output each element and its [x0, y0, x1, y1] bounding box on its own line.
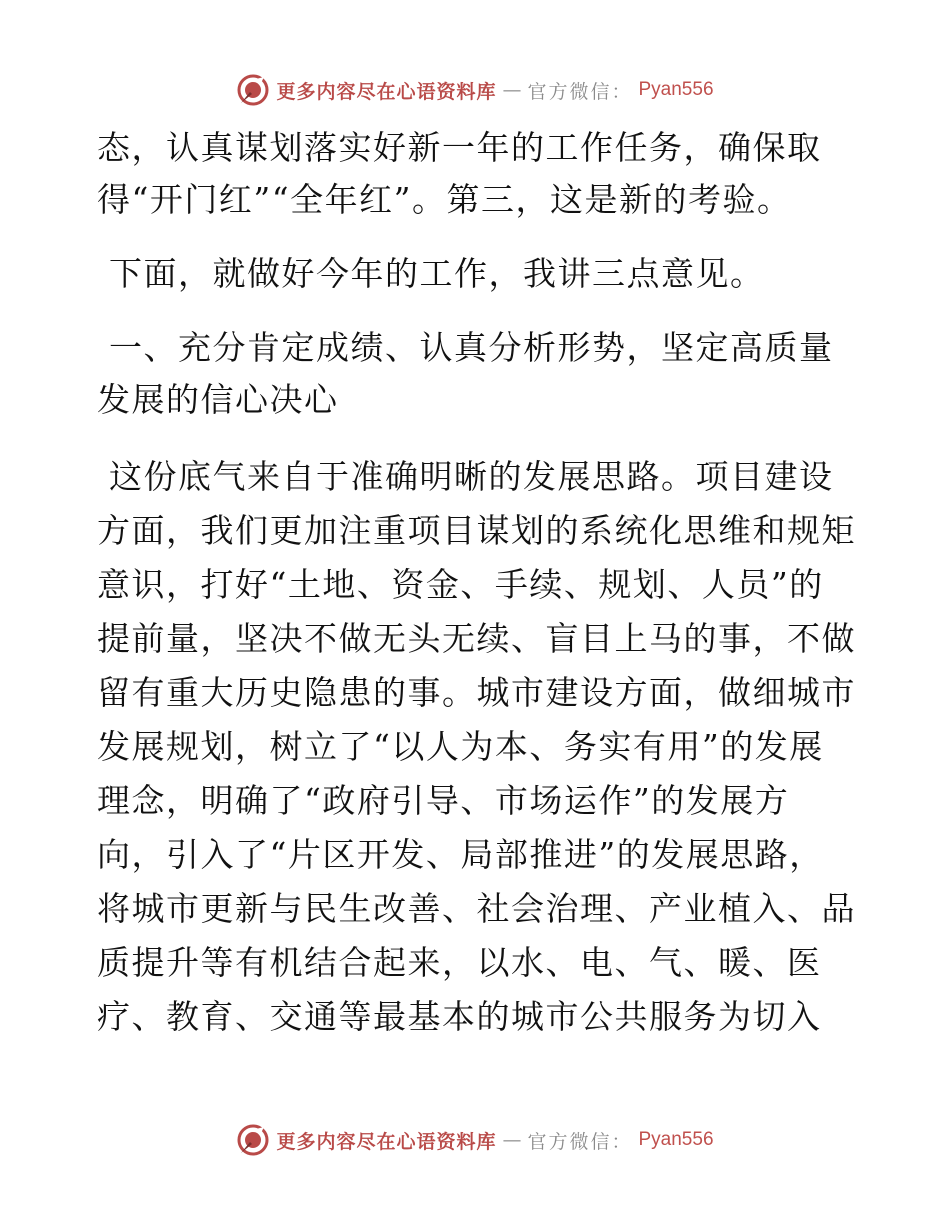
banner-wechat-label: 官方微信：	[527, 1130, 633, 1153]
text-line: 方面，我们更加注重项目谋划的系统化思维和规矩	[97, 511, 856, 550]
section-heading	[97, 322, 857, 426]
text-line: 态，认真谋划落实好新一年的工作任务，确保取	[97, 128, 822, 167]
banner-dash: —	[502, 1129, 522, 1151]
text-line: 发展规划，树立了“以人为本、务实有用”的发展	[97, 727, 824, 766]
text-line: 意识，打好“土地、资金、手续、规划、人员”的	[97, 565, 824, 604]
text-line: 下面，就做好今年的工作，我讲三点意见。	[109, 254, 765, 293]
banner-dash: —	[502, 79, 522, 101]
text-line: 这份底气来自于准确明晰的发展思路。项目建设	[109, 457, 834, 496]
banner-wechat-label: 官方微信：	[527, 80, 633, 103]
document-body	[97, 122, 857, 1044]
paragraph-4	[97, 450, 857, 1044]
banner-wechat-handle: Pyan556	[638, 1129, 714, 1150]
pen-logo-icon	[236, 1123, 270, 1157]
text-line: 一、充分肯定成绩、认真分析形势，坚定高质量	[109, 328, 834, 367]
text-line: 发展的信心决心	[97, 380, 339, 419]
text-line: 提前量，坚决不做无头无续、盲目上马的事，不做	[97, 619, 856, 658]
footer-banner	[0, 1120, 950, 1160]
paragraph-1	[97, 122, 857, 226]
banner-site-text: 更多内容尽在心语资料库	[276, 80, 497, 103]
text-line: 将城市更新与民生改善、社会治理、产业植入、品	[97, 889, 856, 928]
text-line: 疗、教育、交通等最基本的城市公共服务为切入	[97, 997, 822, 1036]
text-line: 理念，明确了“政府引导、市场运作”的发展方	[97, 781, 790, 820]
text-line: 留有重大历史隐患的事。城市建设方面，做细城市	[97, 673, 856, 712]
pen-logo-icon	[236, 73, 270, 107]
banner-wechat-handle: Pyan556	[638, 79, 714, 100]
text-line: 向，引入了“片区开发、局部推进”的发展思路，	[97, 835, 824, 874]
text-line: 质提升等有机结合起来，以水、电、气、暖、医	[97, 943, 822, 982]
paragraph-2	[97, 248, 857, 300]
header-banner	[0, 70, 950, 110]
text-line: 得“开门红”“全年红”。第三，这是新的考验。	[97, 180, 792, 219]
banner-site-text: 更多内容尽在心语资料库	[276, 1130, 497, 1153]
